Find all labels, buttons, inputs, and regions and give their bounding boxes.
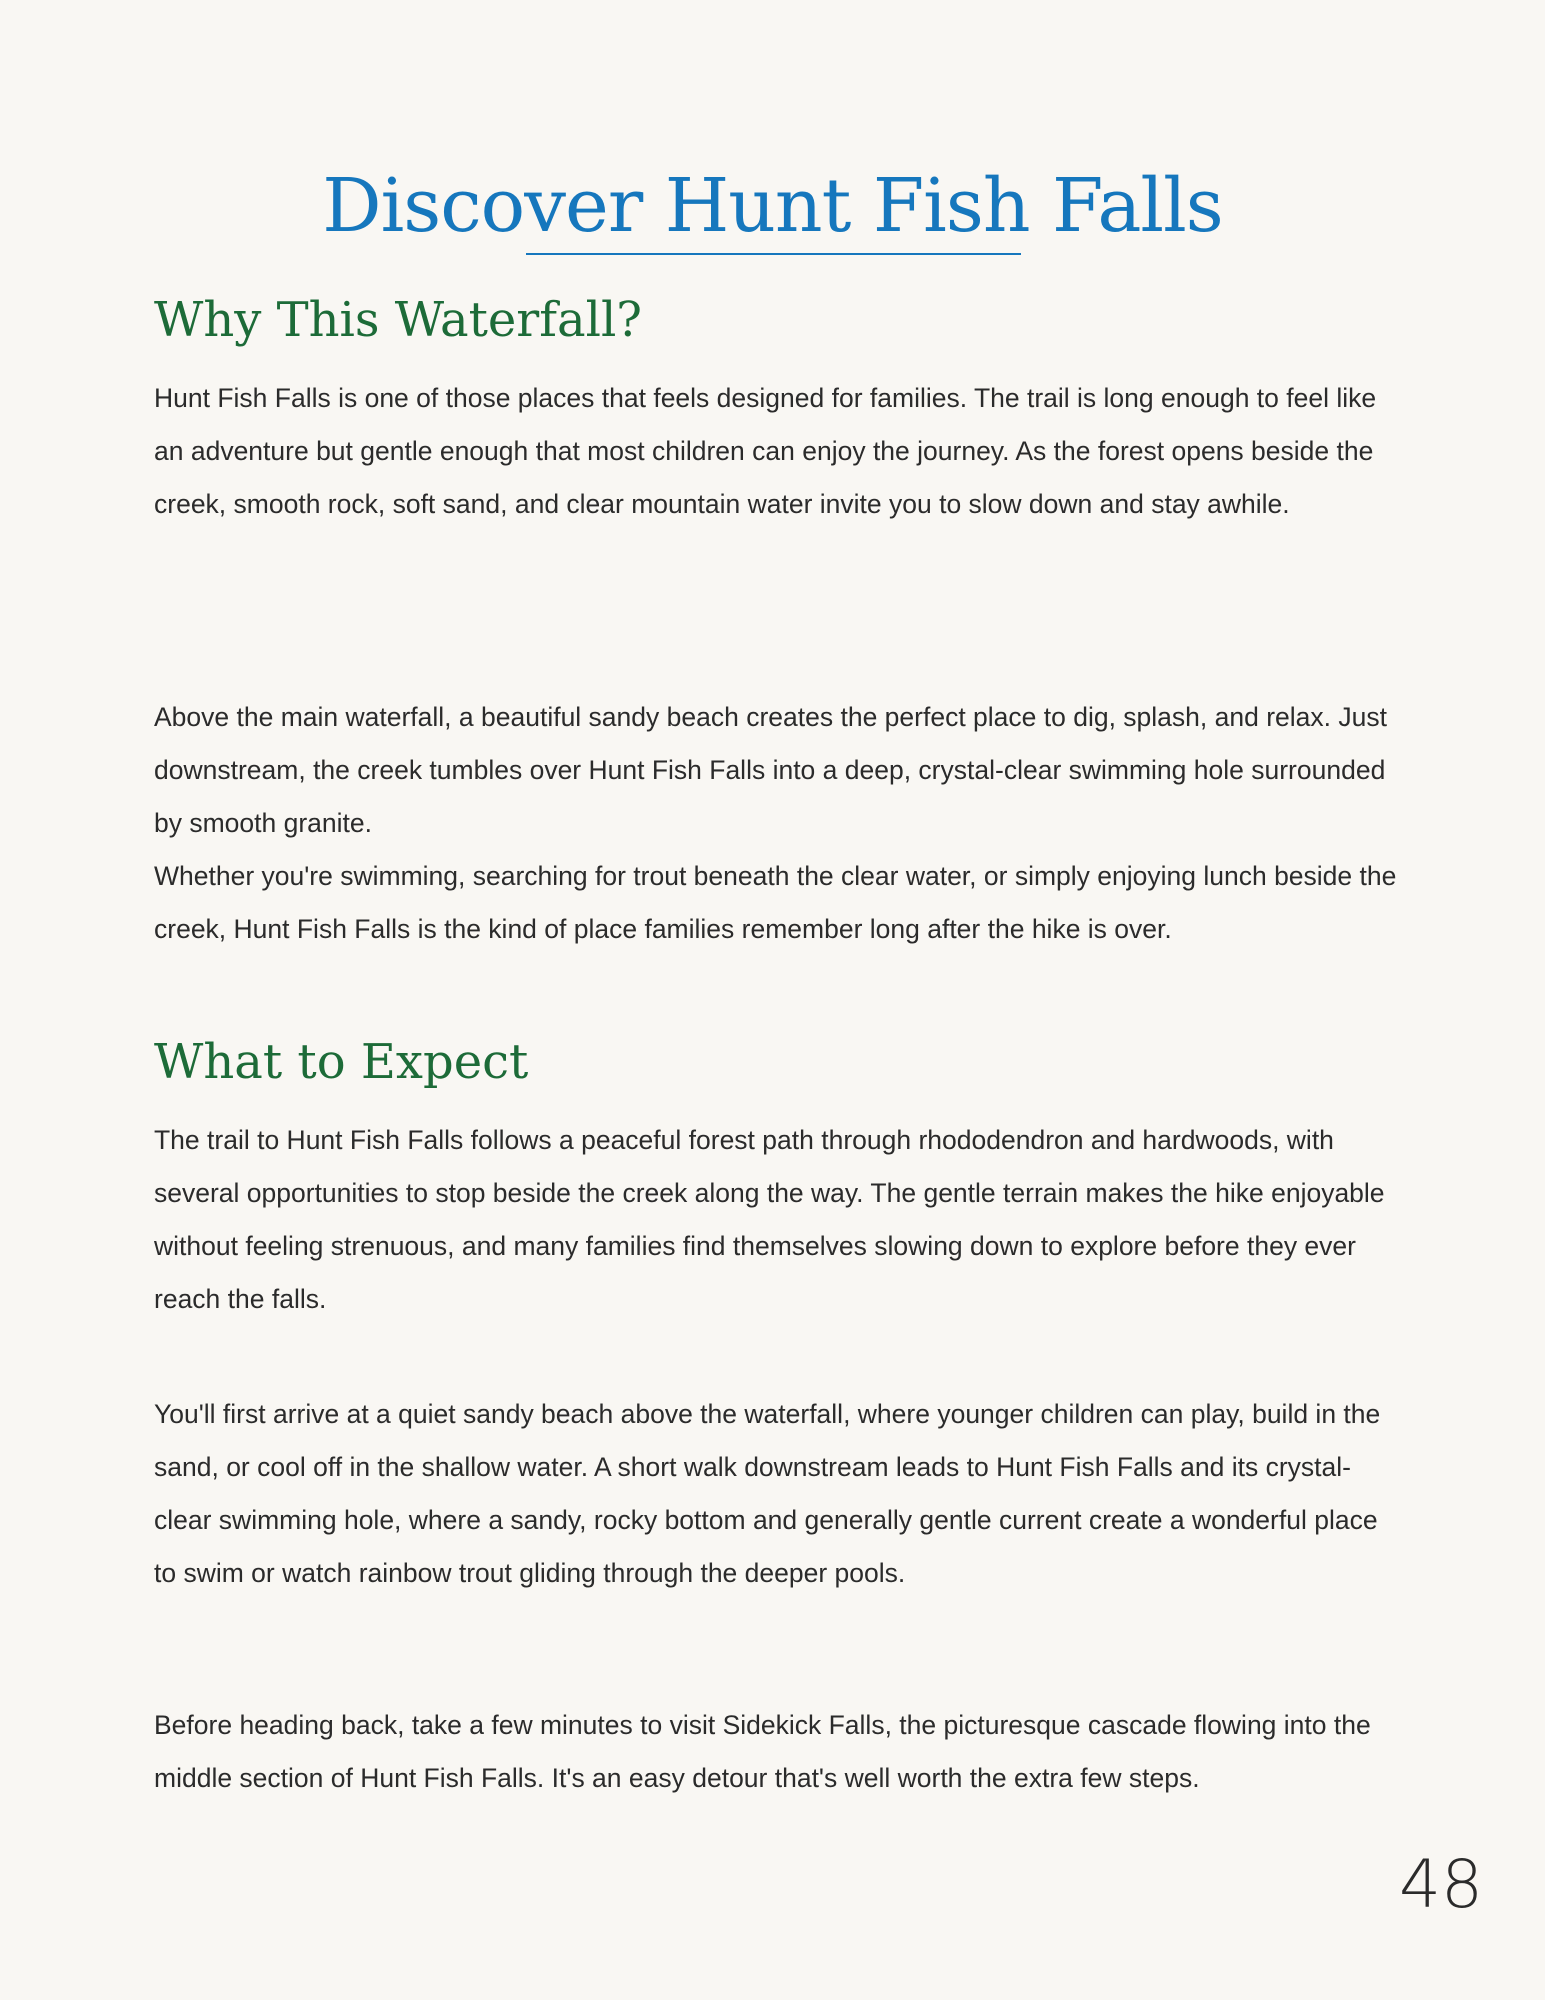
paragraph: The trail to Hunt Fish Falls follows a peaceful forest path through rhododendron and hardwoods, with several opportunities to stop beside the creek along the way. The gentle terrain makes the hike enjoyable without feeling strenuous, and many families find themselves slowing down to explore before they ever reach the falls. [154,1125,1385,1314]
paragraph: Before heading back, take a few minutes to visit Sidekick Falls, the picturesque cascade flowing into the middle section of Hunt Fish Falls. It's an easy detour that's well worth the extra few steps. [154,1710,1371,1793]
section-heading-what-to-expect: What to Expect [154,1034,529,1090]
title-underline [526,253,1021,255]
page-title: Discover Hunt Fish Falls [322,163,1223,249]
paragraph: Whether you're swimming, searching for trout beneath the clear water, or simply enjoying lunch beside the creek, Hunt Fish Falls is the kind of place families remember long after the hike is over. [154,861,1397,944]
section-heading-why-this-waterfall: Why This Waterfall? [154,292,643,348]
paragraph: You'll first arrive at a quiet sandy beach above the waterfall, where younger children can play, build in the sand, or cool off in the shallow water. A short walk downstream leads to Hunt Fish Falls and its crystal-clear swimming hole, where a sandy, rocky bottom and generally gentle current create a wonderful place to swim or watch rainbow trout gliding through the deeper pools. [154,1399,1381,1588]
paragraph: Hunt Fish Falls is one of those places that feels designed for families. The trail is long enough to feel like an adventure but gentle enough that most children can enjoy the journey. As the forest opens beside the creek, smooth rock, soft sand, and clear mountain water invite you to slow down and stay awhile. [154,383,1377,519]
paragraph: Above the main waterfall, a beautiful sandy beach creates the perfect place to dig, splash, and relax. Just downstream, the creek tumbles over Hunt Fish Falls into a deep, crystal-clear swimming hole surrounded by smooth granite. [154,702,1387,838]
page-number: 48 [1399,1846,1483,1923]
